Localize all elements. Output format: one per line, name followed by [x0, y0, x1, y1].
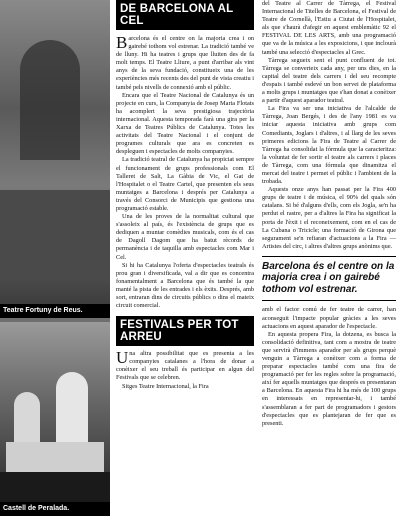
pull-quote: Barcelona és el centre on la majoria crea i on gairebé tothom vol estrenar. — [262, 256, 396, 302]
paragraph: amb el factor comú de fer teatre de carrer, han aconseguit l'impacte popular gràcies a les seves actuacions en aquest aparador de l'espectacle. — [262, 306, 396, 330]
drop-cap: U — [116, 348, 129, 368]
castle-photo — [0, 322, 110, 504]
drop-cap: B — [116, 33, 128, 52]
paragraph: Sitges Teatre Internacional, la Fira — [122, 382, 209, 390]
article-body-mid-2 — [116, 350, 254, 390]
right-column — [262, 0, 396, 428]
photo-caption-top: Teatre Fortuny de Reus. — [0, 304, 110, 318]
paragraph — [116, 35, 254, 92]
article-body-right — [262, 0, 396, 251]
paragraph: Una de les proves de la normalitat cultural que s'assoleix al país, és l'existència de grups que es dediquen a muntar comèdies musicals, com és el cas de Dagoll Dagom que ha batut rècords de permanència i de taquilla amb espectacles com Mar i Cel. — [116, 213, 254, 261]
paragraph: La Fira va ser una iniciativa de l'alcalde de Tàrrega, Joan Bergés, i des de l'any 1981 es va iniciar aquesta iniciativa amb grups com Comediants, Joglars i d'altres, i al llarg de les seves primeres edicions la Fira de Teatre al Carrer de Tàrrega ha consolidat la fórmula que la caracteritza: la voluntat de fer sortir el teatre als carrers i places de Tàrrega, com una fórmula que dinamitza el mercat del teatre i permet el públic i l'ambient de la trobada. — [262, 105, 396, 186]
section-heading-2: FESTIVALS PER TOT ARREU — [116, 316, 254, 346]
left-photo-column — [0, 0, 110, 516]
paragraph: Tàrrega segueix sent el punt confluent de tot. Tàrrega se converteix cada any, per uns dies, en la capital del teatre dels carrers i del seu recompte d'espais i també esdevé un bon servei de plataforma a molts grups i muntatges que s'han donat a conèixer a partir d'aquest aparador teatral. — [262, 56, 396, 105]
paragraph — [116, 350, 254, 382]
article-body-right-2 — [262, 306, 396, 427]
paragraph-text: arcelona és el centre on la majoria crea i on gairebé tothom vol estrenar. La tradició també ve de lluny. Hi ha teatres i grups que lluiten des de fa molt temps. El Teatre Lliure, a punt d'arribar als vint anys de la seva fundació, constitueix una de les experiències més recents des del punt de vista creatiu i també pels nivells de connexió amb el públic. — [116, 35, 254, 91]
section-heading: DE BARCELONA AL CEL — [116, 0, 254, 30]
paragraph: del Teatre al Carrer de Tàrrega, el Festival Internacional de Titelles de Barcelona, el Festival de Teatre de Cornellà, l'Estiu a Ciutat de l'Hospitalet, als que s'haurà d'afegir en aquest emblemàtic 92 el FESTIVAL DE LES ARTS, amb una programació que va de la música a les exposicions, i que inclourà també una selecció d'espectacles al Grec. — [262, 0, 396, 56]
theatre-photo — [0, 0, 110, 310]
paragraph: Encara que el Teatre Nacional de Catalunya és un projecte en curs, la Companyia de Josep Maria Flotats ha acomplert la seva prestigiosa trajectòria internacional. Aquesta temporada farà una gira per la Xarxa de Teatres Públics de Catalunya. Totes les activitats del Teatre Nacional i el conjunt de programes culturals que ara es concreten es despleguen i espectacles de molts companyies. — [116, 91, 254, 156]
paragraph: Aquests onze anys han passat per la Fira 400 grups de teatre i de música, el 90% del quals són catalans. Si bé d'alguns d'ells, com els Jogla, se'n ha perdut el rastre, per a d'altres la Fira ha significat la porta de l'èxit i el reconeixement, com en el cas de La Cubana o Tricicle; una formació de Girona que segurament se'n refiaran d'actuacions a la Fira — Artistes del circ, i altres d'altres grups anònims que. — [262, 186, 396, 250]
paragraph: Si hi ha Catalunya l'oferta d'espectacles teatrals és prou gran i diversificada, val a dir que es concentra fonamentalment a Barcelona que és també la que manté la pista de les entrades i els èxits. Després, amb sort, entraran dins de circuits públics o dins el mateix circuit comercial. — [116, 261, 254, 310]
paragraph: La tradició teatral de Catalunya ha propiciat sempre el funcionament de grups professionals com El Talleret de Salt, La Gàbia de Vic, el Gat de l'Hospitalet o el Teatre Cartel, que presenten els seus muntatges a Barcelona i després per Catalunya a través del Consorci de Municipis que gestiona una programació estable. — [116, 156, 254, 212]
paragraph: En aquesta propera Fira, la dotzena, es busca la consolidació definitiva, tant com a mostra de teatre que servirà d'immens aparador per als grups perquè venguin a Tàrrega a conèixer com a forma de preparar espectacles també com una fira de programació per fer les regles sobre la programació, així fer aquells muntatges que després es presentaran a Barcelona. En aquesta Fira hi ha més de 100 grups en interessats en representar-hi, i també s'assemblaran a fer part de programadors i gestors d'espectacles que es plantejaran de fer que es presenti. — [262, 330, 396, 427]
paragraph-text: na altra possibilitat que es presenta a les companyies catalanes a l'hora de donar a conèixer el seu treball és participar en algun del Festivals que se celebren. — [116, 350, 254, 382]
photo-caption-bottom: Castell de Peralada. — [0, 502, 110, 516]
article-body-mid — [116, 35, 254, 310]
middle-column — [116, 0, 254, 391]
